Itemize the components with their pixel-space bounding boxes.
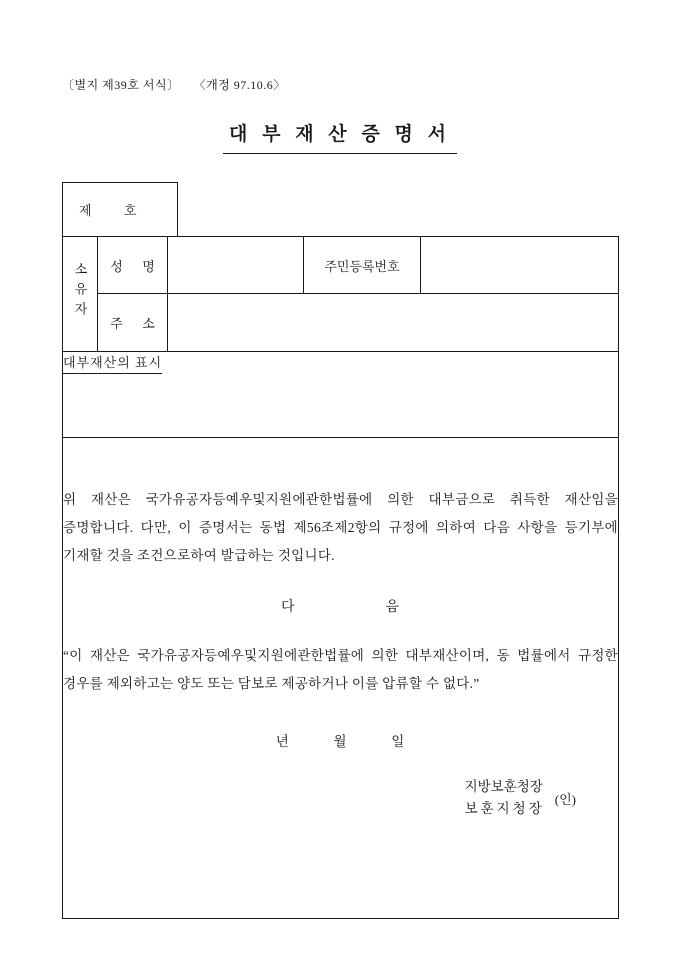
daum-heading: 다 음 [280,600,401,615]
date-line: 년 월 일 [275,734,406,749]
document-title: 대 부 재 산 증 명 서 [223,119,457,154]
address-label-cell: 주 소 [98,294,168,352]
body-cell [63,438,619,919]
signer-line2: 보훈지청장 [464,801,545,816]
property-label: 대부재산의 표시 [63,352,162,374]
document-number-box [62,182,178,237]
title-row [62,119,618,154]
condition-quote: “이 재산은 국가유공자등예우및지원에관한법률에 의한 대부재산이며, 동 법률에서 규정한 경우를 제외하고는 양도 또는 담보로 제공하거나 이를 압류할 수 없다.” [63,648,618,691]
owner-label-cell [63,237,98,352]
revision-note: 〈개정 97.10.6〉 [193,78,286,92]
name-value-cell [168,237,304,294]
certification-paragraph: 위 재산은 국가유공자등예우및지원에관한법률에 의한 대부금으로 취득한 재산임을 증명합니다. 다만, 이 증명서는 동법 제56조제2항의 규정에 의하여 다음 사항을 등기부에 기재할 것을 조건으로하여 발급하는 것입니다. [63,492,618,563]
body-row [63,438,619,919]
property-row [63,352,619,438]
rrn-value-cell [421,237,619,294]
address-value-cell [168,294,619,352]
signature-block [63,776,618,820]
seal-label: (인) [554,791,576,807]
document-content [62,0,618,919]
document-number-label: 제 호 [79,203,137,218]
certificate-table [62,236,619,919]
owner-label: 소유자 [72,262,88,322]
signer-line1: 지방보훈청장 [464,779,543,794]
owner-address-row [63,294,619,352]
property-cell [63,352,619,438]
name-label-cell: 성 명 [98,237,168,294]
signer-names [465,776,545,820]
rrn-label-cell: 주민등록번호 [304,237,421,294]
owner-name-row [63,237,619,294]
form-number-note: 〔별지 제39호 서식〕 [62,78,180,92]
form-note-row [62,0,618,93]
